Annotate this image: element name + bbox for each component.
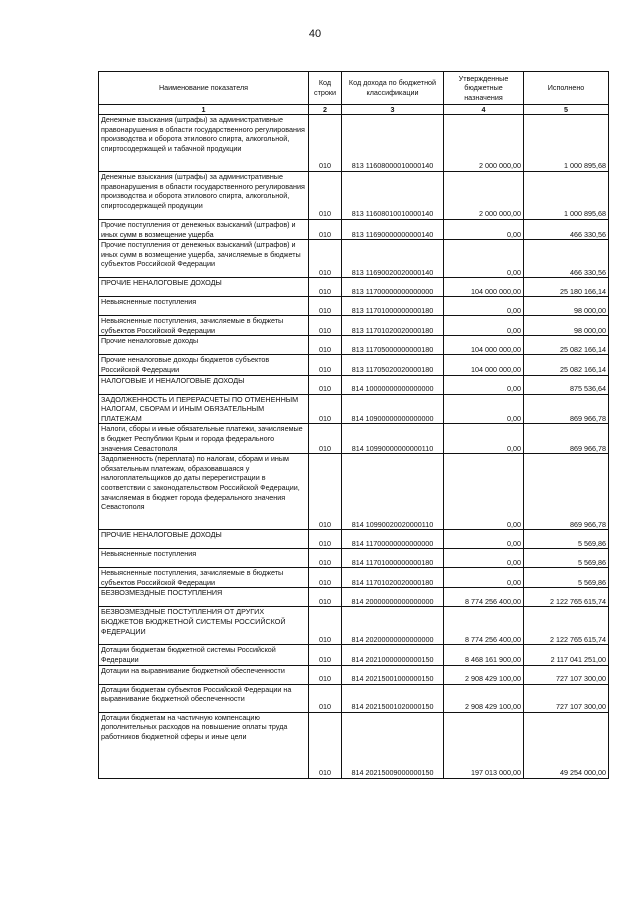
table-cell-approved: 0,00 (444, 316, 524, 336)
table-row (99, 278, 609, 297)
table-cell-income-code: 814 10900000000000000 (342, 394, 444, 424)
table-cell-executed: 727 107 300,00 (524, 665, 609, 684)
table-cell-executed: 869 966,78 (524, 454, 609, 530)
table-row (99, 240, 609, 278)
table-cell-approved: 104 000 000,00 (444, 336, 524, 355)
table-cell-approved: 2 908 429 100,00 (444, 665, 524, 684)
table-row (99, 172, 609, 220)
table-cell-approved: 0,00 (444, 220, 524, 240)
table-cell-approved: 0,00 (444, 424, 524, 454)
table-cell-income-code: 813 11608010010000140 (342, 172, 444, 220)
table-cell-approved: 197 013 000,00 (444, 712, 524, 778)
table-cell-name: ЗАДОЛЖЕННОСТЬ И ПЕРЕРАСЧЕТЫ ПО ОТМЕНЕННЫМ НАЛОГАМ, СБОРАМ И ИНЫМ ОБЯЗАТЕЛЬНЫМ ПЛАТЕЖАМ (99, 394, 309, 424)
table-cell-executed: 25 082 166,14 (524, 336, 609, 355)
table-cell-approved: 0,00 (444, 240, 524, 278)
table-cell-executed: 25 180 166,14 (524, 278, 609, 297)
table-cell-income-code: 813 11705020020000180 (342, 355, 444, 375)
table-cell-income-code: 813 11701020020000180 (342, 316, 444, 336)
table-cell-executed: 466 330,56 (524, 220, 609, 240)
table-cell-approved: 2 000 000,00 (444, 115, 524, 172)
table-cell-executed: 2 117 041 251,00 (524, 645, 609, 665)
table-cell-line-code: 010 (309, 297, 342, 316)
table-cell-approved: 0,00 (444, 375, 524, 394)
table-cell-name: Дотации бюджетам на частичную компенсацию дополнительных расходов на повышение оплаты труда работников бюджетной сферы и иные цели (99, 712, 309, 778)
table-cell-name: Невыясненные поступления (99, 297, 309, 316)
table-cell-line-code: 010 (309, 375, 342, 394)
table-row (99, 645, 609, 665)
table-cell-income-code: 813 11690020020000140 (342, 240, 444, 278)
table-cell-income-code: 813 11608000010000140 (342, 115, 444, 172)
table-cell-name: Дотации на выравнивание бюджетной обеспеченности (99, 665, 309, 684)
column-number: 3 (342, 105, 444, 115)
table-cell-line-code: 010 (309, 240, 342, 278)
table-cell-income-code: 814 10000000000000000 (342, 375, 444, 394)
table-cell-name: Прочие поступления от денежных взысканий (штрафов) и иных сумм в возмещение ущерба (99, 220, 309, 240)
table-cell-name: ПРОЧИЕ НЕНАЛОГОВЫЕ ДОХОДЫ (99, 278, 309, 297)
table-cell-income-code: 814 20215001020000150 (342, 684, 444, 712)
table-cell-line-code: 010 (309, 665, 342, 684)
table-row (99, 568, 609, 588)
table-cell-executed: 98 000,00 (524, 297, 609, 316)
table-cell-line-code: 010 (309, 568, 342, 588)
table-cell-name: БЕЗВОЗМЕЗДНЫЕ ПОСТУПЛЕНИЯ ОТ ДРУГИХ БЮДЖЕТОВ БЮДЖЕТНОЙ СИСТЕМЫ РОССИЙСКОЙ ФЕДЕРАЦИИ (99, 607, 309, 645)
table-cell-name: Задолженность (переплата) по налогам, сборам и иным обязательным платежам, образовавшаяся у налогоплательщиков до даты перерегистрации в соответствии с законодательством Российской Федерации, зачисляемая в бюджет города федерального значения Севастополя (99, 454, 309, 530)
table-row (99, 394, 609, 424)
column-number: 1 (99, 105, 309, 115)
table-cell-income-code: 814 20215001000000150 (342, 665, 444, 684)
table-cell-line-code: 010 (309, 316, 342, 336)
table-cell-name: ПРОЧИЕ НЕНАЛОГОВЫЕ ДОХОДЫ (99, 530, 309, 549)
table-cell-approved: 0,00 (444, 549, 524, 568)
table-cell-executed: 875 536,64 (524, 375, 609, 394)
table-cell-line-code: 010 (309, 220, 342, 240)
table-cell-name: Налоги, сборы и иные обязательные платежи, зачисляемые в бюджет Республики Крым и города федерального значения Севастополя (99, 424, 309, 454)
table-row (99, 549, 609, 568)
table-cell-executed: 49 254 000,00 (524, 712, 609, 778)
table-row (99, 375, 609, 394)
table-row (99, 607, 609, 645)
table-cell-income-code: 814 11700000000000000 (342, 530, 444, 549)
table-cell-line-code: 010 (309, 172, 342, 220)
table-cell-executed: 5 569,86 (524, 568, 609, 588)
column-number: 5 (524, 105, 609, 115)
table-cell-name: Дотации бюджетам бюджетной системы Российской Федерации (99, 645, 309, 665)
table-row (99, 684, 609, 712)
table-cell-line-code: 010 (309, 355, 342, 375)
table-cell-approved: 0,00 (444, 297, 524, 316)
table-row (99, 712, 609, 778)
column-number: 2 (309, 105, 342, 115)
table-cell-line-code: 010 (309, 336, 342, 355)
table-cell-line-code: 010 (309, 549, 342, 568)
table-row (99, 115, 609, 172)
table-cell-approved: 8 468 161 900,00 (444, 645, 524, 665)
table-cell-income-code: 813 11690000000000140 (342, 220, 444, 240)
table-cell-line-code: 010 (309, 645, 342, 665)
column-numbers-row (99, 105, 609, 115)
header-name: Наименование показателя (99, 72, 309, 105)
table-cell-approved: 8 774 256 400,00 (444, 588, 524, 607)
table-cell-income-code: 814 20200000000000000 (342, 607, 444, 645)
column-number: 4 (444, 105, 524, 115)
table-cell-executed: 5 569,86 (524, 530, 609, 549)
table-cell-line-code: 010 (309, 115, 342, 172)
table-cell-line-code: 010 (309, 712, 342, 778)
table-cell-line-code: 010 (309, 607, 342, 645)
table-cell-approved: 0,00 (444, 394, 524, 424)
table-row (99, 424, 609, 454)
table-cell-executed: 1 000 895,68 (524, 172, 609, 220)
table-cell-name: НАЛОГОВЫЕ И НЕНАЛОГОВЫЕ ДОХОДЫ (99, 375, 309, 394)
table-cell-approved: 104 000 000,00 (444, 278, 524, 297)
table-cell-income-code: 813 11705000000000180 (342, 336, 444, 355)
table-cell-approved: 8 774 256 400,00 (444, 607, 524, 645)
table-cell-approved: 0,00 (444, 530, 524, 549)
header-income-code: Код дохода по бюджетной классификации (342, 72, 444, 105)
table-cell-approved: 104 000 000,00 (444, 355, 524, 375)
table-cell-name: Невыясненные поступления, зачисляемые в бюджеты субъектов Российской Федерации (99, 316, 309, 336)
table-cell-executed: 869 966,78 (524, 424, 609, 454)
table-cell-executed: 1 000 895,68 (524, 115, 609, 172)
table-cell-income-code: 813 11701000000000180 (342, 297, 444, 316)
table-cell-executed: 5 569,86 (524, 549, 609, 568)
table-cell-name: Дотации бюджетам субъектов Российской Федерации на выравнивание бюджетной обеспеченности (99, 684, 309, 712)
table-row (99, 588, 609, 607)
table-cell-line-code: 010 (309, 684, 342, 712)
table-cell-approved: 2 908 429 100,00 (444, 684, 524, 712)
table-cell-line-code: 010 (309, 394, 342, 424)
table-cell-name: Прочие неналоговые доходы бюджетов субъектов Российской Федерации (99, 355, 309, 375)
table-row (99, 665, 609, 684)
table-cell-approved: 0,00 (444, 454, 524, 530)
table-cell-executed: 869 966,78 (524, 394, 609, 424)
table-cell-name: Прочие поступления от денежных взысканий (штрафов) и иных сумм в возмещение ущерба, зачисляемые в бюджеты субъектов Российской Федерации (99, 240, 309, 278)
table-row (99, 316, 609, 336)
table-header-row (99, 72, 609, 105)
table-cell-income-code: 814 10990020020000110 (342, 454, 444, 530)
table-cell-line-code: 010 (309, 424, 342, 454)
table-cell-name: Прочие неналоговые доходы (99, 336, 309, 355)
table-cell-executed: 727 107 300,00 (524, 684, 609, 712)
table-cell-income-code: 814 20215009000000150 (342, 712, 444, 778)
table-row (99, 355, 609, 375)
table-cell-income-code: 814 20210000000000150 (342, 645, 444, 665)
table-cell-income-code: 813 11700000000000000 (342, 278, 444, 297)
table-cell-line-code: 010 (309, 278, 342, 297)
table-cell-approved: 0,00 (444, 568, 524, 588)
table-cell-executed: 98 000,00 (524, 316, 609, 336)
table-cell-name: Невыясненные поступления, зачисляемые в бюджеты субъектов Российской Федерации (99, 568, 309, 588)
table-cell-executed: 466 330,56 (524, 240, 609, 278)
table-cell-executed: 25 082 166,14 (524, 355, 609, 375)
table-cell-line-code: 010 (309, 588, 342, 607)
table-row (99, 220, 609, 240)
table-cell-income-code: 814 11701000000000180 (342, 549, 444, 568)
table-cell-income-code: 814 11701020020000180 (342, 568, 444, 588)
table-cell-income-code: 814 10990000000000110 (342, 424, 444, 454)
table-row (99, 297, 609, 316)
table-cell-income-code: 814 20000000000000000 (342, 588, 444, 607)
table-cell-name: Невыясненные поступления (99, 549, 309, 568)
header-line-code: Код строки (309, 72, 342, 105)
header-approved: Утвержденные бюджетные назначения (444, 72, 524, 105)
table-cell-executed: 2 122 765 615,74 (524, 588, 609, 607)
table-cell-line-code: 010 (309, 530, 342, 549)
table-row (99, 530, 609, 549)
header-executed: Исполнено (524, 72, 609, 105)
table-cell-name: Денежные взыскания (штрафы) за административные правонарушения в области государственного регулирования производства и оборота этилового спирта, алкогольной, спиртосодержащей и табачной продукции (99, 115, 309, 172)
table-cell-line-code: 010 (309, 454, 342, 530)
table-cell-approved: 2 000 000,00 (444, 172, 524, 220)
table-row (99, 454, 609, 530)
page-number: 40 (308, 28, 322, 40)
table-cell-name: БЕЗВОЗМЕЗДНЫЕ ПОСТУПЛЕНИЯ (99, 588, 309, 607)
table-cell-name: Денежные взыскания (штрафы) за административные правонарушения в области государственного регулирования производства и оборота этилового спирта, алкогольной, спиртосодержащей продукции (99, 172, 309, 220)
income-report-table (98, 71, 609, 779)
table-row (99, 336, 609, 355)
table-cell-executed: 2 122 765 615,74 (524, 607, 609, 645)
